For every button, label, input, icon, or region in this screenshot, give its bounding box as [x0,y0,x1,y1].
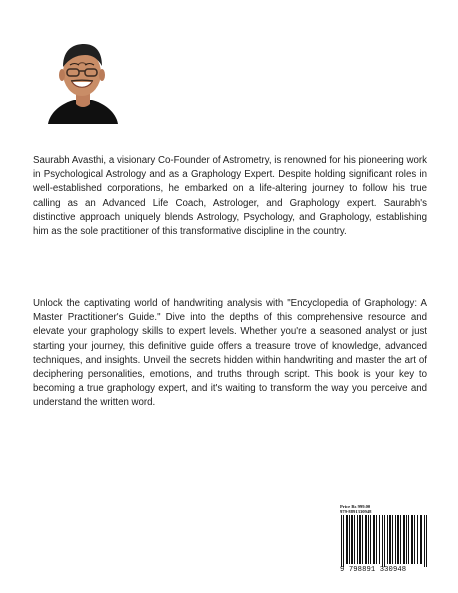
isbn-barcode-icon [340,515,428,567]
price-label: Price Rs 999.00 [340,504,371,509]
book-description: Unlock the captivating world of handwriting analysis with "Encyclopedia of Graphology: A Master Practitioner's Guide." Dive into the depths of this comprehensive resource and elevate your graphology skills to expert levels. Whether you're a seasoned analyst or just starting your journey, this definitive guide offers a treasure trove of knowledge, advanced techniques, and insights. Unveil the secrets hidden within handwriting and master the art of deciphering personalities, emotions, and truths through script. This book is your key to becoming a true graphology expert, and it's waiting to transform the way you perceive and understand the written word. [33,298,427,409]
isbn-barcode [340,515,428,567]
price-barcode-block [340,504,430,576]
author-portrait-icon [44,36,122,124]
isbn-label: 979-8891330948 [340,509,372,514]
author-bio: Saurabh Avasthi, a visionary Co-Founder of Astrometry, is renowned for his pioneering work in Psychological Astrology and as a Graphology Expert. Despite holding significant roles in well-established corporations, he embarked on a life-altering journey to follow his true calling as an Advanced Life Coach, Astrologer, and Graphology expert. Saurabh's distinctive approach uniquely blends Astrology, Psychology, and Graphology, establishing him as the sole practitioner of this transformative discipline in the country. [33,155,427,238]
barcode-digits: 9 798891 330948 [340,566,407,574]
author-photo [44,36,122,124]
